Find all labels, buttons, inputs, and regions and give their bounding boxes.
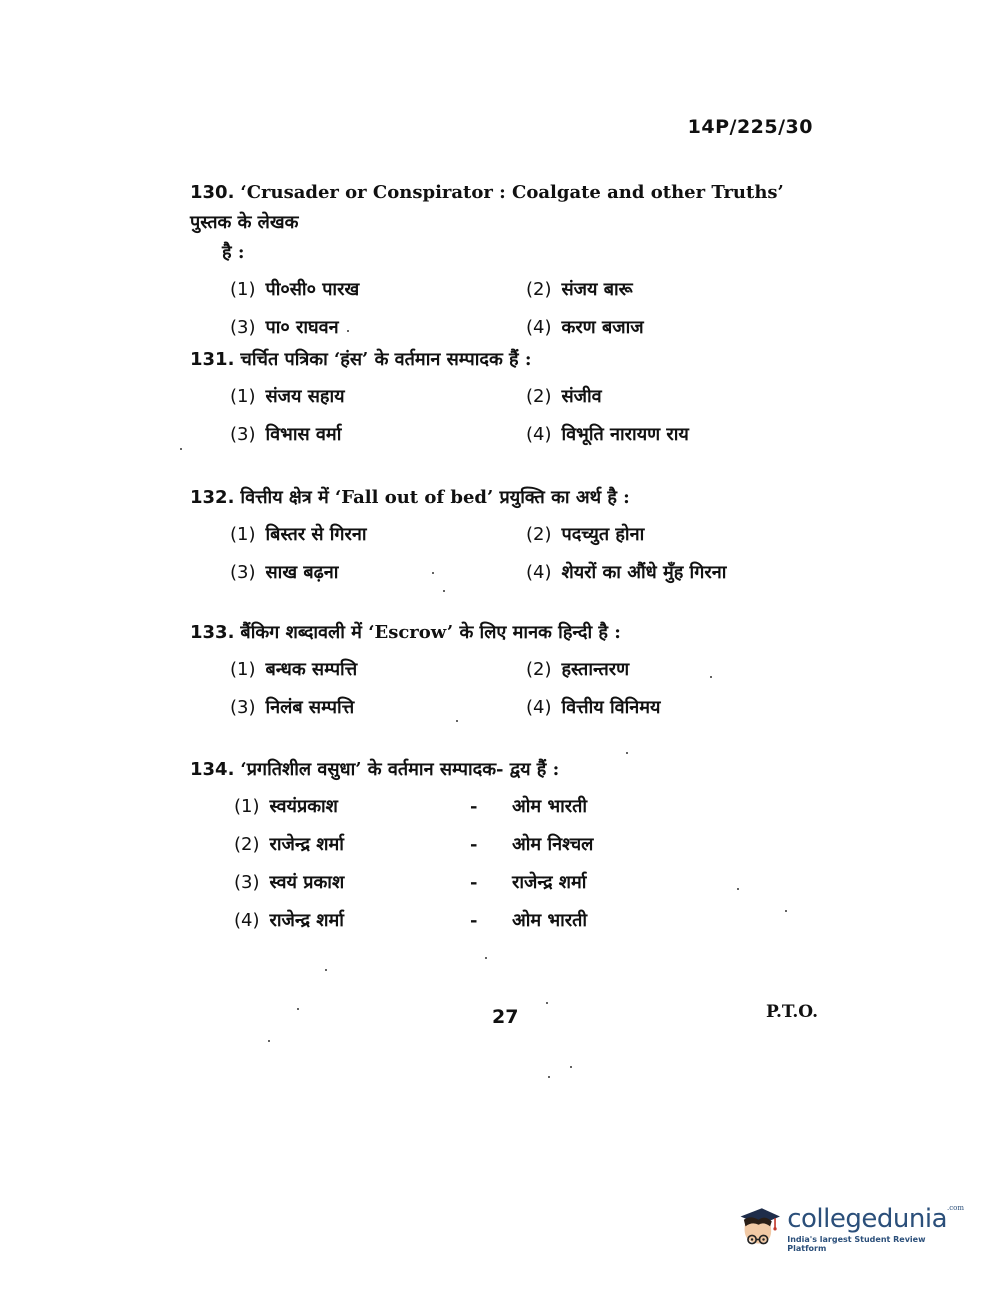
question-text: 131. चर्चित पत्रिका ‘हंस’ के वर्तमान सम्पादक हैं : [190, 349, 532, 370]
option-3: (3) स्वयं प्रकाश - राजेन्द्र शर्मा [234, 872, 587, 893]
option-1: (1) बिस्तर से गिरना [230, 524, 367, 545]
option-2: (2) संजीव [526, 386, 602, 407]
question-134 [190, 755, 830, 947]
option-pairs [234, 795, 830, 933]
question-131 [190, 345, 830, 447]
scan-speck [548, 1076, 550, 1078]
option-3: (3) साख बढ़ना [230, 562, 339, 583]
options [230, 385, 830, 447]
scan-speck [432, 572, 434, 574]
scan-speck [785, 910, 787, 912]
option-1: (1) पी०सी० पारख [230, 279, 360, 300]
question-133 [190, 618, 830, 720]
options [230, 658, 830, 720]
option-4: (4) शेयरों का औंधे मुँह गिरना [526, 562, 727, 583]
question-text: 132. वित्तीय क्षेत्र में ‘Fall out of bed’ प्रयुक्ति का अर्थ है : [190, 487, 630, 508]
option-1: (1) स्वयंप्रकाश - ओम भारती [234, 796, 588, 817]
pto-label: P.T.O. [766, 1002, 818, 1022]
scan-speck [443, 590, 445, 592]
logo-tagline: India's largest Student Review Platform [787, 1234, 926, 1253]
scan-speck [297, 1008, 299, 1010]
scan-speck [626, 752, 628, 754]
option-2: (2) संजय बारू [526, 279, 633, 300]
logo-name: collegedunia [787, 1203, 947, 1234]
option-1: (1) संजय सहाय [230, 386, 345, 407]
question-text: 130. ‘Crusader or Conspirator : Coalgate and other Truths’ पुस्तक के लेखक [190, 182, 784, 233]
question-text: 133. बैंकिग शब्दावली में ‘Escrow’ के लिए मानक हिन्दी है : [190, 622, 621, 643]
logo-suffix: .com [947, 1203, 964, 1212]
option-4: (4) वित्तीय विनिमय [526, 697, 661, 718]
question-text: 134. ‘प्रगतिशील वसुधा’ के वर्तमान सम्पादक- द्वय हैं : [190, 759, 560, 780]
option-2: (2) पदच्युत होना [526, 524, 645, 545]
scan-speck [546, 1002, 548, 1004]
option-3: (3) पा० राघवन [230, 317, 339, 338]
scan-speck [456, 720, 458, 722]
scan-speck [485, 957, 487, 959]
collegedunia-logo [734, 1196, 964, 1260]
option-3: (3) विभास वर्मा [230, 424, 342, 445]
scan-speck [180, 448, 182, 450]
scan-speck [737, 888, 739, 890]
options [230, 523, 830, 585]
paper-code: 14P/225/30 [687, 116, 813, 138]
scan-speck [268, 1040, 270, 1042]
option-1: (1) बन्धक सम्पत्ति [230, 659, 358, 680]
option-3: (3) निलंब सम्पत्ति [230, 697, 355, 718]
scan-speck [710, 676, 712, 678]
question-130 [190, 178, 830, 340]
page-number: 27 [492, 1006, 519, 1028]
option-2: (2) हस्तान्तरण [526, 659, 630, 680]
graduate-mascot-icon [734, 1198, 783, 1258]
scan-speck [325, 969, 327, 971]
option-4: (4) विभूति नारायण राय [526, 424, 689, 445]
question-text-continued: है : [222, 242, 245, 263]
options [230, 278, 830, 340]
question-132 [190, 483, 830, 585]
scan-speck [570, 1066, 572, 1068]
option-4: (4) करण बजाज [526, 317, 644, 338]
scan-speck [347, 330, 349, 332]
option-4: (4) राजेन्द्र शर्मा - ओम भारती [234, 910, 588, 931]
option-2: (2) राजेन्द्र शर्मा - ओम निश्चल [234, 834, 594, 855]
